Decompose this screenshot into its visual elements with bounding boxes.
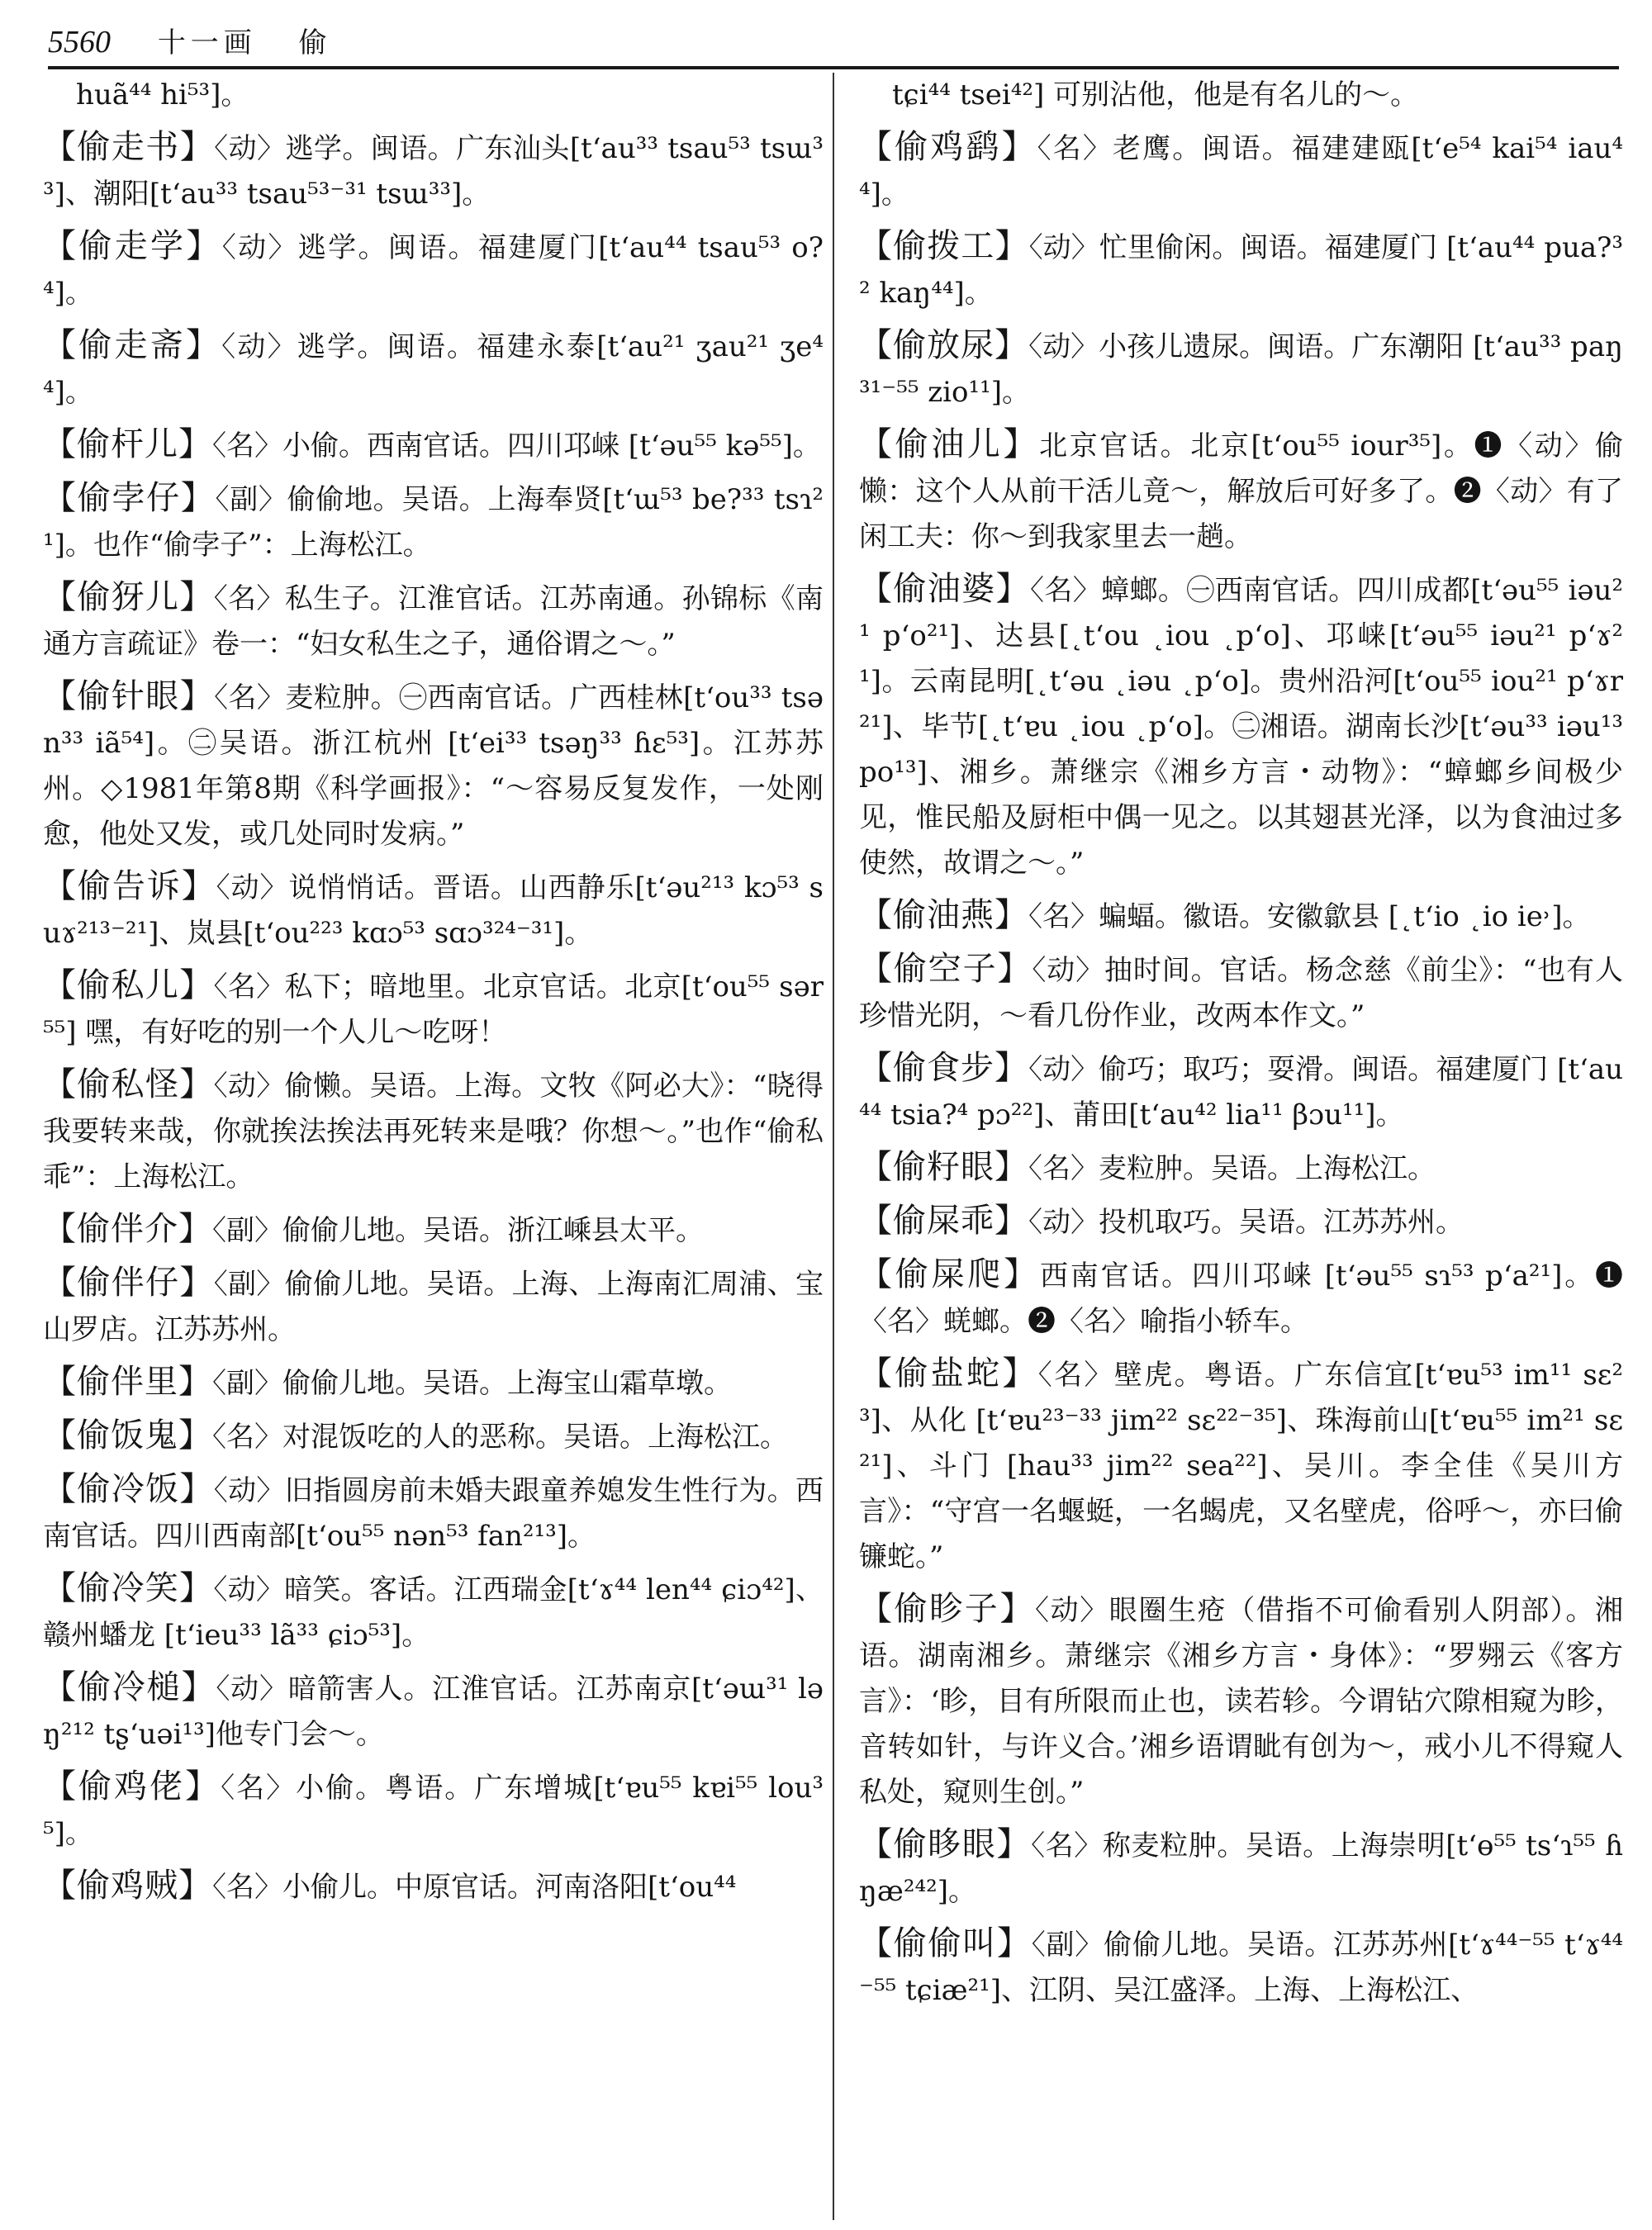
entry-definition: 〈名〉蝙蝠。徽语。安徽歙县 [˛t‘io ˛io ie˒]。 bbox=[1028, 900, 1591, 933]
entry-definition: 〈名〉麦粒肿。㊀西南官话。广西桂林[t‘ou³³ tsən³³ iã⁵⁴]。㊁吴语。浙江杭州 [t‘ei³³ tsəŋ³³ ɦɛ⁵³]。江苏苏州。◇1981年第8期《科学画报》：“～容易反复发作，一处刚愈，他处又发，或几处同时发病。” bbox=[43, 681, 824, 851]
stroke-section: 十一画 bbox=[157, 26, 257, 59]
dictionary-entry bbox=[859, 947, 1623, 1039]
entry-definition: 〈动〉暗箭害人。江淮官话。江苏南京[t‘əɯ³¹ ləŋ²¹² tʂ‘uəi¹³]他专门会～。 bbox=[43, 1672, 824, 1751]
entry-headword: 【偷饭鬼】 bbox=[43, 1416, 212, 1454]
entry-definition: 北京官话。北京[t‘ou⁵⁵ iour³⁵]。❶〈动〉偷懒：这个人从前干活儿竟～，解放后可好多了。❷〈动〉有了闲工夫：你～到我家里去一趟。 bbox=[859, 429, 1623, 553]
dictionary-entry bbox=[859, 1921, 1623, 2014]
dictionary-entry bbox=[43, 1260, 824, 1353]
dictionary-entry bbox=[43, 1665, 824, 1758]
entry-headword: 【偷冷槌】 bbox=[43, 1668, 216, 1706]
entry-headword: 【偷籽眼】 bbox=[859, 1148, 1028, 1186]
dictionary-entry bbox=[43, 1467, 824, 1559]
entry-definition: 西南官话。四川邛崃 [t‘əu⁵⁵ sɿ⁵³ p‘a²¹]。❶〈名〉蜣螂。❷〈名〉喻指小轿车。 bbox=[859, 1260, 1623, 1338]
page-number: 5560 bbox=[48, 25, 111, 59]
entry-definition: 〈动〉眼圈生疮（借指不可偷看别人阴部）。湘语。湖南湘乡。萧继宗《湘乡方言・身体》：“罗翙云《客方言》：‘眕，目有所限而止也，读若轸。今谓钻穴隙相窥为眕，音转如针，与许义合。’湘乡语谓眦有创为～，戒小儿不得窥人私处，窥则生创。” bbox=[859, 1594, 1623, 1809]
entry-headword: 【偷空子】 bbox=[859, 950, 1032, 988]
entry-definition: 〈名〉小偷。西南官话。四川邛崃 [t‘əu⁵⁵ kə⁵⁵]。 bbox=[212, 429, 821, 463]
dictionary-entry bbox=[43, 224, 824, 316]
dictionary-entry bbox=[859, 1046, 1623, 1138]
continuation-text: huã⁴⁴ hi⁵³]。 bbox=[76, 78, 249, 112]
entry-headword: 【偷走学】 bbox=[43, 227, 222, 265]
entry-definition: 〈动〉旧指圆房前未婚夫跟童养媳发生性行为。西南官话。四川西南部[t‘ou⁵⁵ nən⁵³ fan²¹³]。 bbox=[43, 1474, 824, 1553]
dictionary-entry bbox=[859, 567, 1623, 886]
entry-headword: 【偷偷叫】 bbox=[859, 1924, 1032, 1962]
entry-headword: 【偷盐蛇】 bbox=[859, 1355, 1038, 1393]
entry-headword: 【偷走斋】 bbox=[43, 326, 222, 364]
dictionary-entry bbox=[859, 422, 1623, 560]
entry-definition: 〈名〉私生子。江淮官话。江苏南通。孙锦标《南通方言疏证》卷一：“妇女私生之子，通俗谓之～。” bbox=[43, 582, 824, 661]
entry-headword: 【偷鸡贼】 bbox=[43, 1867, 212, 1905]
dictionary-entry bbox=[859, 1145, 1623, 1192]
entry-definition: 〈名〉蟑螂。㊀西南官话。四川成都[t‘əu⁵⁵ iəu²¹ p‘o²¹]、达县[˛t‘ou ˛iou ˛p‘o]、邛崃[t‘əu⁵⁵ iəu²¹ p‘ɤ²¹]。云南昆明[˛t‘əu ˛iəu ˛p‘o]。贵州沿河[t‘ou⁵⁵ iou²¹ p‘ɤr²¹]、毕节[˛t‘ɐu ˛iou ˛p‘o]。㊁湘语。湖南长沙[t‘əu³³ iəu¹³ po¹³]、湘乡。萧继宗《湘乡方言・动物》：“蟑螂乡间极少见，惟民船及厨柜中偶一见之。以其翅甚光泽，以为食油过多使然，故谓之～。” bbox=[859, 574, 1623, 880]
dictionary-entry bbox=[43, 1764, 824, 1857]
entry-headword: 【偷冷饭】 bbox=[43, 1470, 214, 1508]
entry-headword: 【偷告诉】 bbox=[43, 867, 216, 905]
entry-headword: 【偷杆儿】 bbox=[43, 425, 212, 463]
entry-definition: 〈副〉偷偷地。吴语。上海奉贤[t‘ɯ⁵³ be?³³ tsɿ²¹]。也作“偷孛子”：上海松江。 bbox=[43, 483, 824, 562]
entry-definition: 〈名〉小偷。粤语。广东增城[t‘ɐu⁵⁵ kɐi⁵⁵ lou³⁵]。 bbox=[43, 1772, 824, 1850]
entry-headword: 【偷食步】 bbox=[859, 1049, 1029, 1087]
entry-definition: 〈动〉逃学。闽语。福建厦门[t‘au⁴⁴ tsau⁵³ o?⁴]。 bbox=[43, 231, 824, 310]
entry-definition: 〈动〉偷懒。吴语。上海。文牧《阿必大》：“晓得我要转来哉，你就挨法挨法再死转来是哦？你想～。”也作“偷私乖”：上海松江。 bbox=[43, 1070, 824, 1193]
entry-headword: 【偷油儿】 bbox=[859, 425, 1040, 463]
entry-definition: 〈副〉偷偷儿地。吴语。上海宝山霜草墩。 bbox=[212, 1367, 732, 1400]
entry-headword: 【偷私儿】 bbox=[43, 966, 214, 1004]
entry-headword: 【偷拨工】 bbox=[859, 227, 1029, 265]
dictionary-entry bbox=[43, 1413, 824, 1460]
dictionary-entry bbox=[43, 323, 824, 415]
right-column bbox=[859, 73, 1623, 2220]
entry-headword: 【偷私怪】 bbox=[43, 1065, 214, 1103]
entry-headword: 【偷鸡鹞】 bbox=[859, 128, 1037, 166]
entry-definition: 〈副〉偷偷儿地。吴语。浙江嵊县太平。 bbox=[212, 1214, 704, 1247]
left-column bbox=[43, 73, 824, 2220]
dictionary-entry bbox=[43, 422, 824, 469]
entry-headword: 【偷眵眼】 bbox=[859, 1825, 1032, 1863]
entry-definition: 〈动〉逃学。闽语。福建永泰[t‘au²¹ ʒau²¹ ʒe⁴⁴]。 bbox=[43, 330, 824, 409]
entry-definition: 〈动〉抽时间。官话。杨念慈《前尘》：“也有人珍惜光阴，～看几份作业，改两本作文。” bbox=[859, 954, 1623, 1032]
entry-definition: 〈副〉偷偷儿地。吴语。上海、上海南汇周浦、宝山罗店。江苏苏州。 bbox=[43, 1268, 824, 1346]
entry-definition: 〈动〉说悄悄话。晋语。山西静乐[t‘əu²¹³ kɔ⁵³ suɤ²¹³⁻²¹]、岚县[t‘ou²²³ kɑɔ⁵³ sɑɔ³²⁴⁻³¹]。 bbox=[43, 871, 824, 950]
entry-definition: 〈名〉对混饭吃的人的恶称。吴语。上海松江。 bbox=[212, 1421, 788, 1454]
dictionary-entry bbox=[43, 1207, 824, 1254]
dictionary-entry bbox=[859, 1822, 1623, 1914]
dictionary-entry bbox=[43, 476, 824, 568]
entry-definition: 〈副〉偷偷儿地。吴语。江苏苏州[t‘ɤ⁴⁴⁻⁵⁵ t‘ɤ⁴⁴⁻⁵⁵ tɕiæ²¹]、江阴、吴江盛泽。上海、上海松江、 bbox=[859, 1929, 1623, 2007]
entry-definition: 〈名〉壁虎。粤语。广东信宜[t‘ɐu⁵³ im¹¹ sɛ²³]、从化 [t‘ɐu²³⁻³³ jim²² sɛ²²⁻³⁵]、珠海前山[t‘ɐu⁵⁵ im²¹ sɛ²¹]、斗门 [hau³³ jim²² sea²²]、吴川。李全佳《吴川方言》：“守宫一名蝘蜓，一名蝎虎，又名壁虎，俗呼～，亦曰偷镰蛇。” bbox=[859, 1359, 1623, 1573]
entry-definition: 〈动〉逃学。闽语。广东汕头[t‘au³³ tsau⁵³ tsɯ³³]、潮阳[t‘au³³ tsau⁵³⁻³¹ tsɯ³³]。 bbox=[43, 132, 824, 211]
dictionary-entry bbox=[859, 1587, 1623, 1815]
dictionary-entry bbox=[859, 1252, 1623, 1345]
dictionary-entry bbox=[43, 1863, 824, 1910]
dictionary-entry bbox=[43, 1566, 824, 1658]
entry-headword: 【偷伴介】 bbox=[43, 1210, 212, 1248]
dictionary-entry bbox=[859, 893, 1623, 940]
dictionary-entry bbox=[859, 1198, 1623, 1245]
dictionary-entry bbox=[43, 575, 824, 667]
entry-headword: 【偷犽儿】 bbox=[43, 578, 214, 616]
entry-definition: 〈名〉私下；暗地里。北京官话。北京[t‘ou⁵⁵ sər⁵⁵] 嘿，有好吃的别一个人儿～吃呀！ bbox=[43, 970, 824, 1049]
dictionary-entry bbox=[43, 1062, 824, 1200]
entry-headword: 【偷油婆】 bbox=[859, 570, 1030, 608]
entry-headword: 【偷孛仔】 bbox=[43, 479, 216, 517]
entry-headword: 【偷冷笑】 bbox=[43, 1569, 214, 1607]
entry-definition: 〈动〉忙里偷闲。闽语。福建厦门 [t‘au⁴⁴ pua?³² kaŋ⁴⁴]。 bbox=[859, 231, 1623, 310]
column-divider bbox=[833, 73, 834, 2220]
entry-headword: 【偷伴仔】 bbox=[43, 1264, 214, 1302]
entry-definition: 〈动〉投机取巧。吴语。江苏苏州。 bbox=[1028, 1206, 1464, 1239]
dictionary-entry bbox=[43, 125, 824, 217]
dictionary-entry bbox=[43, 674, 824, 857]
dictionary-entry bbox=[43, 963, 824, 1056]
dictionary-entry bbox=[859, 323, 1623, 415]
entry-headword: 【偷针眼】 bbox=[43, 677, 215, 715]
entry-definition: 〈名〉称麦粒肿。吴语。上海崇明[t‘ɵ⁵⁵ ts‘ɿ⁵⁵ ɦŋæ²⁴²]。 bbox=[859, 1829, 1623, 1908]
dictionary-entry bbox=[859, 1351, 1623, 1580]
entry-headword: 【偷伴里】 bbox=[43, 1363, 212, 1401]
entry-definition: 〈动〉暗笑。客话。江西瑞金[t‘ɤ⁴⁴ len⁴⁴ ɕiɔ⁴²]、赣州蟠龙 [t‘ieu³³ lã³³ ɕiɔ⁵³]。 bbox=[43, 1573, 824, 1652]
dictionary-entry bbox=[859, 224, 1623, 316]
entry-definition: 〈名〉小偷儿。中原官话。河南洛阳[t‘ou⁴⁴ bbox=[212, 1871, 737, 1904]
page-header bbox=[48, 18, 1619, 69]
continuation-text: tɕi⁴⁴ tsei⁴²] 可别沾他，他是有名儿的～。 bbox=[892, 78, 1419, 112]
dictionary-entry bbox=[43, 1359, 824, 1407]
entry-headword: 【偷屎爬】 bbox=[859, 1255, 1040, 1293]
entry-headword: 【偷放尿】 bbox=[859, 326, 1029, 364]
entry-definition: 〈名〉麦粒肿。吴语。上海松江。 bbox=[1028, 1152, 1436, 1185]
entry-headword: 【偷油燕】 bbox=[859, 896, 1028, 934]
entry-definition: 〈动〉偷巧；取巧；耍滑。闽语。福建厦门 [t‘au⁴⁴ tsia?⁴ pɔ²²]、莆田[t‘au⁴² lia¹¹ βɔu¹¹]。 bbox=[859, 1053, 1623, 1132]
head-character: 偷 bbox=[298, 26, 327, 59]
entry-definition: 〈动〉小孩儿遗尿。闽语。广东潮阳 [t‘au³³ paŋ³¹⁻⁵⁵ zio¹¹]。 bbox=[859, 330, 1623, 409]
dictionary-entry bbox=[43, 864, 824, 956]
dictionary-entry bbox=[859, 125, 1623, 217]
entry-headword: 【偷眕子】 bbox=[859, 1590, 1035, 1628]
entry-headword: 【偷屎乖】 bbox=[859, 1202, 1028, 1240]
entry-definition: 〈名〉老鹰。闽语。福建建瓯[t‘e⁵⁴ kai⁵⁴ iau⁴⁴]。 bbox=[859, 132, 1623, 211]
entry-headword: 【偷走书】 bbox=[43, 128, 215, 166]
entry-headword: 【偷鸡佬】 bbox=[43, 1767, 221, 1805]
